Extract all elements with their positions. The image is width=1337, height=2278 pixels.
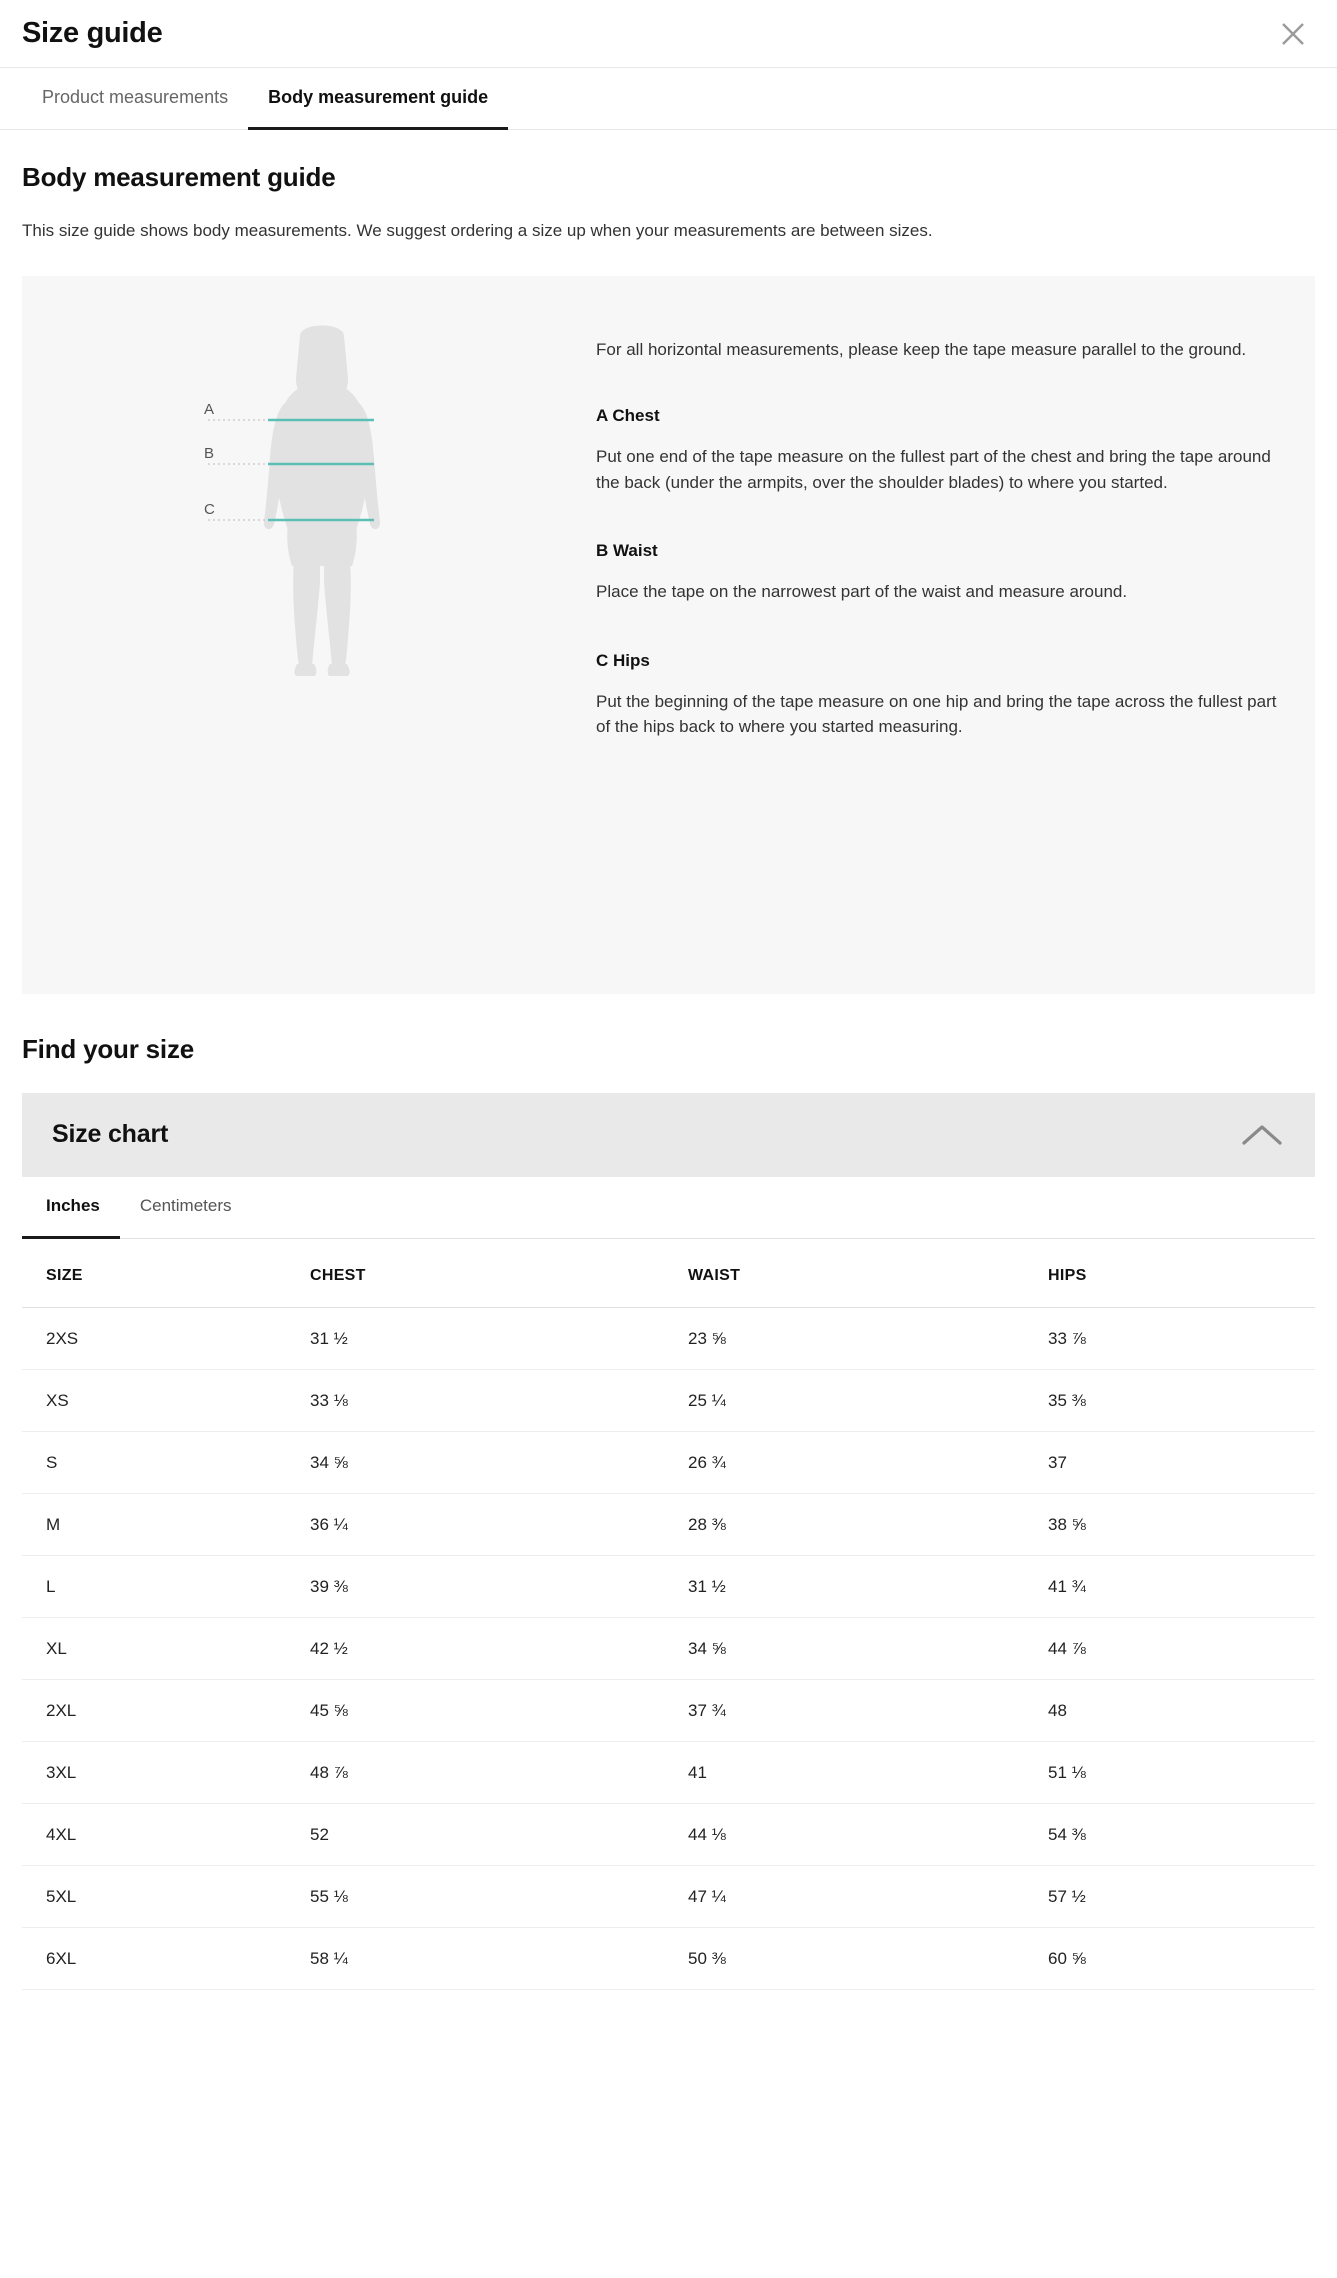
figure-label-b: B [204,444,215,462]
page-title: Size guide [22,17,163,49]
cell-chest: 55 ⅛ [310,1865,688,1927]
guide-item-chest [596,406,1289,495]
guide-item-body: Put the beginning of the tape measure on one hip and bring the tape across the fullest part of the hips back to where you started measuring. [596,691,1277,737]
guide-item-waist [596,541,1289,605]
table-header [22,1239,1315,1308]
tab-label: Product measurements [42,87,229,107]
cell-waist: 37 ¾ [688,1679,1048,1741]
cell-hips: 51 ⅛ [1048,1741,1315,1803]
table-row [22,1803,1315,1865]
cell-chest: 52 [310,1803,688,1865]
close-button[interactable] [1271,12,1315,56]
cell-chest: 58 ¼ [310,1927,688,1989]
cell-waist: 44 ⅛ [688,1803,1048,1865]
measurement-guide-panel [22,276,1315,994]
body-diagram-icon [202,316,442,676]
cell-waist: 23 ⅝ [688,1307,1048,1369]
size-chart-table [22,1239,1315,1990]
unit-tab-bar [22,1177,1315,1239]
chevron-up-icon[interactable] [1239,1120,1285,1150]
column-header-size: SIZE [22,1239,310,1308]
table-row [22,1927,1315,1989]
cell-hips: 37 [1048,1431,1315,1493]
cell-chest: 45 ⅝ [310,1679,688,1741]
table-header-row [22,1239,1315,1308]
table-row [22,1865,1315,1927]
figure-label-a: A [204,400,215,418]
cell-chest: 33 ⅛ [310,1369,688,1431]
tab-product-measurements[interactable] [22,68,248,130]
cell-chest: 31 ½ [310,1307,688,1369]
cell-waist: 25 ¼ [688,1369,1048,1431]
table-row [22,1617,1315,1679]
section-description: This size guide shows body measurements. We suggest ordering a size up when your measurements are between sizes. [22,221,933,240]
section-title: Body measurement guide [22,162,336,192]
cell-size: 5XL [22,1865,310,1927]
cell-hips: 38 ⅝ [1048,1493,1315,1555]
cell-chest: 39 ⅜ [310,1555,688,1617]
cell-size: 2XS [22,1307,310,1369]
cell-size: 3XL [22,1741,310,1803]
cell-size: XS [22,1369,310,1431]
table-row [22,1741,1315,1803]
cell-hips: 48 [1048,1679,1315,1741]
figure-label-c: C [204,500,215,518]
cell-size: XL [22,1617,310,1679]
guide-item-hips [596,651,1289,740]
table-row [22,1555,1315,1617]
cell-hips: 33 ⅞ [1048,1307,1315,1369]
cell-size: S [22,1431,310,1493]
guide-item-body: Place the tape on the narrowest part of the waist and measure around. [596,582,1128,602]
guide-item-title: C Hips [596,650,650,670]
tab-body-measurement-guide[interactable] [248,68,508,130]
tab-centimeters[interactable] [120,1177,252,1239]
cell-hips: 60 ⅝ [1048,1927,1315,1989]
cell-size: 2XL [22,1679,310,1741]
cell-chest: 48 ⅞ [310,1741,688,1803]
cell-waist: 28 ⅜ [688,1493,1048,1555]
cell-hips: 54 ⅜ [1048,1803,1315,1865]
tab-label: Body measurement guide [268,87,489,107]
table-row [22,1679,1315,1741]
cell-waist: 50 ⅜ [688,1927,1048,1989]
main-content [0,162,1337,1990]
cell-waist: 26 ¾ [688,1431,1048,1493]
cell-waist: 31 ½ [688,1555,1048,1617]
table-row [22,1307,1315,1369]
size-chart-accordion-header[interactable] [22,1093,1315,1177]
cell-chest: 36 ¼ [310,1493,688,1555]
cell-hips: 44 ⅞ [1048,1617,1315,1679]
figure-column [48,310,596,676]
find-your-size-title: Find your size [22,1033,195,1064]
column-header-chest: CHEST [310,1239,688,1308]
tab-inches[interactable] [22,1177,120,1239]
cell-chest: 34 ⅝ [310,1431,688,1493]
cell-size: M [22,1493,310,1555]
cell-waist: 41 [688,1741,1048,1803]
unit-tab-label: Inches [46,1196,100,1216]
unit-tab-label: Centimeters [139,1196,232,1216]
modal-header [0,0,1337,68]
size-chart-accordion [22,1093,1315,1990]
tab-bar [0,68,1337,130]
cell-hips: 57 ½ [1048,1865,1315,1927]
close-icon [1279,20,1307,48]
guide-text-column [596,310,1289,740]
table-row [22,1369,1315,1431]
guide-item-body: Put one end of the tape measure on the fullest part of the chest and bring the tape around the back (under the armpits, over the shoulder blades) to where you started. [596,447,1271,492]
table-body [22,1307,1315,1989]
guide-item-title: A Chest [596,406,660,426]
cell-hips: 41 ¾ [1048,1555,1315,1617]
table-row [22,1431,1315,1493]
cell-size: 6XL [22,1927,310,1989]
column-header-hips: HIPS [1048,1239,1315,1308]
cell-size: L [22,1555,310,1617]
table-row [22,1493,1315,1555]
cell-hips: 35 ⅜ [1048,1369,1315,1431]
cell-waist: 34 ⅝ [688,1617,1048,1679]
guide-item-title: B Waist [596,541,658,561]
cell-size: 4XL [22,1803,310,1865]
cell-chest: 42 ½ [310,1617,688,1679]
cell-waist: 47 ¼ [688,1865,1048,1927]
size-chart-title: Size chart [52,1120,169,1149]
column-header-waist: WAIST [688,1239,1048,1308]
guide-intro-text: For all horizontal measurements, please keep the tape measure parallel to the ground. [596,339,1247,359]
body-figure [202,316,442,676]
